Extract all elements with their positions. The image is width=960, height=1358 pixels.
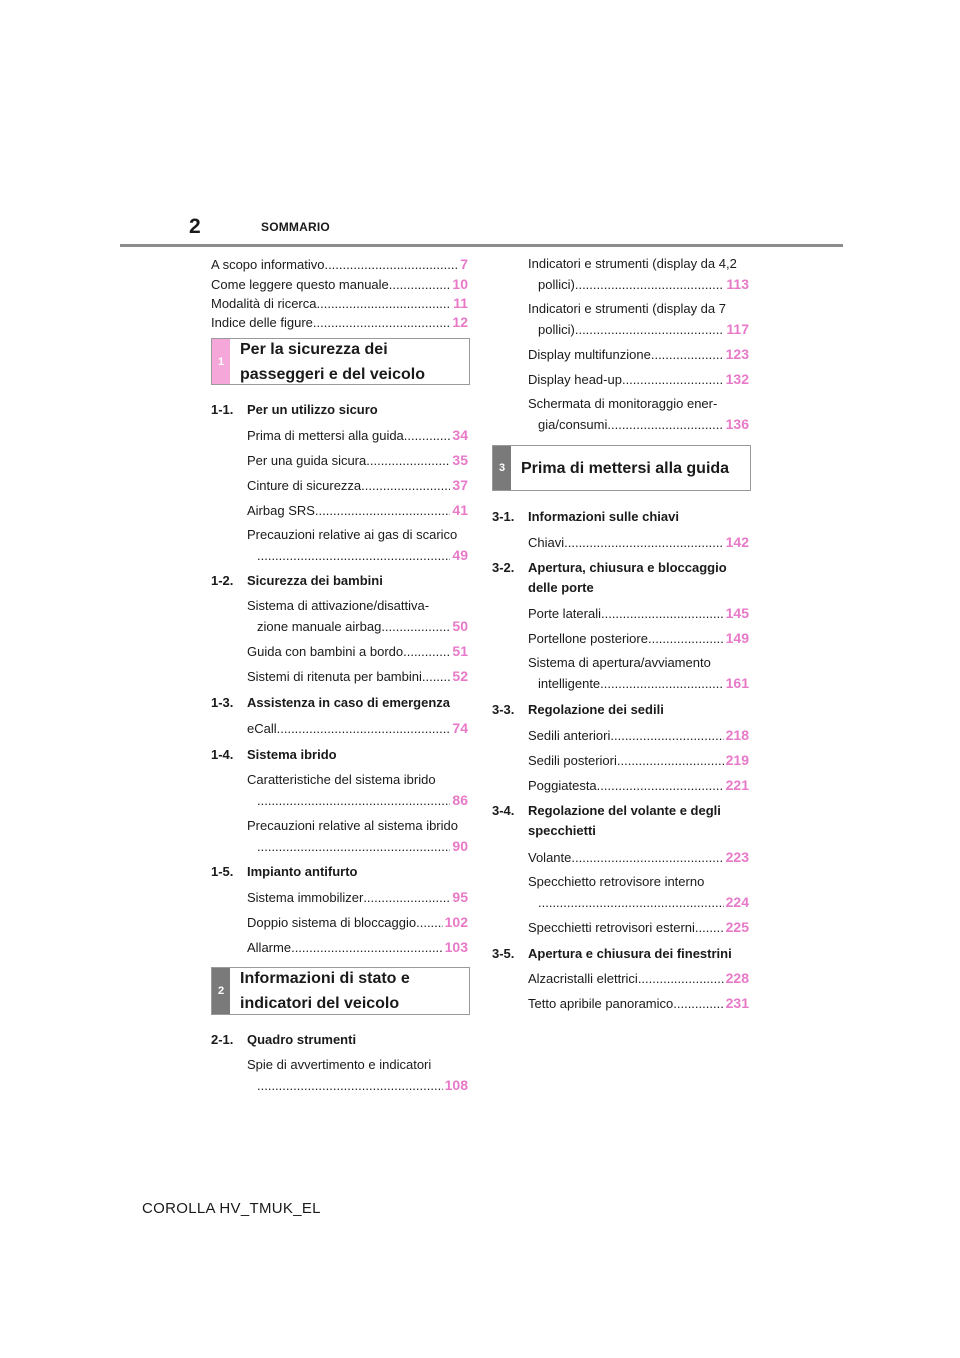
entry-text: Doppio sistema di bloccaggio	[247, 915, 417, 930]
page-link[interactable]: 37	[452, 477, 468, 493]
section-1-3[interactable]	[211, 693, 450, 713]
entry-text: Per una guida sicura	[247, 453, 367, 468]
chapter-2-header[interactable]	[211, 967, 470, 1015]
toc-entry[interactable]	[247, 596, 468, 637]
toc-entry[interactable]	[528, 653, 749, 694]
section-title: Informazioni sulle chiavi	[528, 509, 679, 524]
toc-entry[interactable]	[247, 770, 468, 811]
toc-entry[interactable]	[247, 500, 468, 521]
entry-text: Schermata di monitoraggio ener-	[528, 396, 718, 411]
chapter-title	[511, 446, 739, 490]
toc-entry[interactable]	[528, 254, 749, 295]
entry-text: Chiavi	[528, 535, 565, 550]
section-title: Regolazione dei sedili	[528, 702, 664, 717]
entry-text: Display head-up	[528, 372, 622, 387]
page-link[interactable]: 10	[452, 276, 468, 292]
toc-entry[interactable]	[528, 628, 749, 649]
page-link[interactable]: 132	[725, 371, 749, 387]
section-3-3[interactable]	[492, 700, 664, 720]
chapter-tab: 3	[493, 446, 511, 490]
entry-text: Poggiatesta	[528, 778, 597, 793]
page-link[interactable]: 74	[452, 720, 468, 736]
toc-entry[interactable]	[247, 425, 468, 446]
chapter-3-header[interactable]	[492, 445, 751, 491]
section-number: 3-4.	[492, 803, 515, 818]
entry-text: Sedili posteriori	[528, 753, 617, 768]
toc-entry[interactable]	[247, 937, 468, 958]
toc-entry[interactable]	[528, 847, 749, 868]
entry-text: Tetto apribile panoramico	[528, 996, 674, 1011]
section-title: Quadro strumenti	[247, 1032, 357, 1047]
page-link[interactable]: 50	[452, 618, 468, 634]
entry-text: Caratteristiche del sistema ibrido	[247, 772, 436, 787]
entry-text: zione manuale airbag	[257, 619, 382, 634]
page-link[interactable]: 35	[452, 452, 468, 468]
toc-entry[interactable]	[528, 299, 749, 340]
section-number: 3-1.	[492, 509, 515, 524]
page-link[interactable]: 117	[726, 321, 749, 337]
entry-text: Specchietto retrovisore interno	[528, 874, 705, 889]
toc-entry[interactable]	[247, 450, 468, 471]
section-title: Assistenza in caso di emergenza	[247, 695, 451, 710]
chapter-tab: 1	[212, 339, 230, 384]
toc-entry[interactable]	[247, 641, 468, 662]
section-number: 1-2.	[211, 573, 234, 588]
page-link[interactable]: 12	[452, 314, 468, 330]
toc-entry[interactable]	[247, 525, 468, 566]
page-link[interactable]: 136	[725, 416, 749, 432]
page-link[interactable]: 224	[725, 894, 749, 910]
toc-entry[interactable]	[528, 917, 749, 938]
entry-text: Spie di avvertimento e indicatori	[247, 1057, 432, 1072]
section-number: 1-5.	[211, 864, 234, 879]
section-title: Sistema ibrido	[247, 747, 337, 762]
page-link[interactable]: 95	[452, 889, 468, 905]
entry-text: A scopo informativo	[211, 257, 325, 272]
page-link[interactable]: 225	[725, 919, 749, 935]
section-number: 2-1.	[211, 1032, 234, 1047]
chapter-tab: 2	[212, 968, 230, 1014]
entry-text: Display multifunzione	[528, 347, 651, 362]
entry-text: gia/consumi	[538, 417, 608, 432]
toc-entry[interactable]	[247, 718, 468, 739]
entry-text: eCall	[247, 721, 277, 736]
toc-entry[interactable]	[247, 1055, 468, 1096]
entry-text: Sistema immobilizer	[247, 890, 364, 905]
intro-entry-4[interactable]	[211, 312, 468, 333]
page-link[interactable]: 34	[452, 427, 468, 443]
entry-text: pollici)	[538, 322, 575, 337]
entry-text: Prima di mettersi alla guida	[247, 428, 404, 443]
entry-text: Airbag SRS	[247, 503, 315, 518]
section-title: Per un utilizzo sicuro	[247, 402, 378, 417]
section-number: 1-4.	[211, 747, 234, 762]
toc-entry[interactable]	[528, 750, 749, 771]
entry-text: Indicatori e strumenti (display da 4,2	[528, 256, 737, 271]
section-number: 3-5.	[492, 946, 515, 961]
chapter-title-line: Informazioni di stato e	[240, 970, 410, 987]
toc-entry[interactable]	[528, 872, 749, 913]
chapter-title	[230, 339, 435, 384]
entry-text: Precauzioni relative ai gas di scarico	[247, 527, 458, 542]
footer-model: COROLLA HV_TMUK_EL	[142, 1200, 321, 1217]
entry-text: Come leggere questo manuale	[211, 277, 389, 292]
toc-entry[interactable]	[247, 816, 468, 857]
toc-entry[interactable]	[528, 532, 749, 553]
section-3-2[interactable]	[492, 558, 727, 598]
entry-text: Indice delle figure	[211, 315, 313, 330]
chapter-title-line: Per la sicurezza dei	[240, 340, 388, 358]
page-link[interactable]: 223	[725, 849, 749, 865]
toc-entry[interactable]	[528, 369, 749, 390]
page-link[interactable]: 102	[444, 914, 468, 930]
page-link[interactable]: 161	[725, 675, 749, 691]
chapter-1-header[interactable]	[211, 338, 470, 385]
page-link[interactable]: 228	[725, 970, 749, 986]
toc-entry[interactable]	[247, 912, 468, 933]
page-link[interactable]: 52	[452, 668, 468, 684]
entry-text: intelligente	[538, 676, 601, 691]
page-number: 2	[189, 215, 201, 238]
section-3-5[interactable]	[492, 944, 732, 964]
entry-text: Alzacristalli elettrici	[528, 971, 638, 986]
chapter-title-line: Prima di mettersi alla guida	[521, 459, 730, 477]
page-link[interactable]: 11	[453, 295, 468, 311]
entry-text: Cinture di sicurezza	[247, 478, 362, 493]
toc-entry[interactable]	[528, 993, 749, 1014]
toc-entry[interactable]	[528, 775, 749, 796]
page-link[interactable]: 221	[725, 777, 749, 793]
entry-text: Sedili anteriori	[528, 728, 611, 743]
section-title: Impianto antifurto	[247, 864, 358, 879]
intro-entry-3[interactable]	[211, 293, 468, 314]
page-link[interactable]: 51	[452, 643, 468, 659]
header-rule	[120, 244, 843, 247]
toc-entry[interactable]	[528, 603, 749, 624]
section-number: 1-1.	[211, 402, 234, 417]
entry-text: Porte laterali	[528, 606, 601, 621]
section-1-4[interactable]	[211, 745, 337, 765]
toc-entry[interactable]	[247, 475, 468, 496]
toc-entry[interactable]	[528, 394, 749, 435]
entry-text: Indicatori e strumenti (display da 7	[528, 301, 726, 316]
section-number: 1-3.	[211, 695, 234, 710]
chapter-title-line: indicatori del veicolo	[240, 995, 400, 1012]
toc-entry[interactable]	[528, 344, 749, 365]
section-title: delle porte	[528, 580, 594, 595]
section-title: Regolazione del volante e degli	[528, 803, 721, 818]
chapter-title	[230, 968, 420, 1014]
section-1-2[interactable]	[211, 571, 383, 591]
page-link[interactable]: 113	[726, 276, 749, 292]
page-link[interactable]: 219	[725, 752, 749, 768]
section-3-4[interactable]	[492, 801, 721, 841]
page-link[interactable]: 86	[452, 792, 468, 808]
entry-text: Sistema di attivazione/disattiva-	[247, 598, 430, 613]
entry-text: Precauzioni relative al sistema ibrido	[247, 818, 458, 833]
page-title: SOMMARIO	[261, 220, 330, 234]
page-link[interactable]: 41	[452, 502, 468, 518]
toc-entry[interactable]	[528, 968, 749, 989]
page-link[interactable]: 49	[452, 547, 468, 563]
intro-entry-1[interactable]	[211, 254, 468, 275]
page-link[interactable]: 231	[725, 995, 749, 1011]
section-1-5[interactable]	[211, 862, 358, 882]
entry-text: Specchietti retrovisori esterni	[528, 920, 695, 935]
page-link[interactable]: 218	[725, 727, 749, 743]
section-3-1[interactable]	[492, 507, 679, 527]
chapter-title-line: passeggeri e del veicolo	[240, 365, 425, 383]
page-link[interactable]: 108	[444, 1077, 468, 1093]
toc-entry[interactable]	[247, 666, 468, 687]
entry-text: Allarme	[247, 940, 292, 955]
intro-entry-2[interactable]	[211, 274, 468, 295]
entry-text: pollici)	[538, 277, 575, 292]
page-link[interactable]: 7	[460, 256, 468, 272]
section-1-1[interactable]	[211, 400, 378, 420]
page-link[interactable]: 90	[452, 838, 468, 854]
toc-entry[interactable]	[247, 887, 468, 908]
section-title: Apertura e chiusura dei finestrini	[528, 946, 732, 961]
section-number: 3-3.	[492, 702, 515, 717]
page-link[interactable]: 142	[725, 534, 749, 550]
entry-text: Portellone posteriore	[528, 631, 648, 646]
entry-text: Modalità di ricerca	[211, 296, 317, 311]
page-link[interactable]: 103	[444, 939, 468, 955]
section-title: Sicurezza dei bambini	[247, 573, 383, 588]
entry-text: Guida con bambini a bordo	[247, 644, 404, 659]
section-number: 3-2.	[492, 560, 515, 575]
section-2-1[interactable]	[211, 1030, 356, 1050]
toc-entry[interactable]	[528, 725, 749, 746]
entry-text: Sistema di apertura/avviamento	[528, 655, 711, 670]
entry-text: Volante	[528, 850, 572, 865]
page-link[interactable]: 123	[725, 346, 749, 362]
entry-text: Sistemi di ritenuta per bambini	[247, 669, 422, 684]
section-title: specchietti	[528, 823, 596, 838]
section-title: Apertura, chiusura e bloccaggio	[528, 560, 727, 575]
page-link[interactable]: 145	[725, 605, 749, 621]
page-link[interactable]: 149	[725, 630, 749, 646]
